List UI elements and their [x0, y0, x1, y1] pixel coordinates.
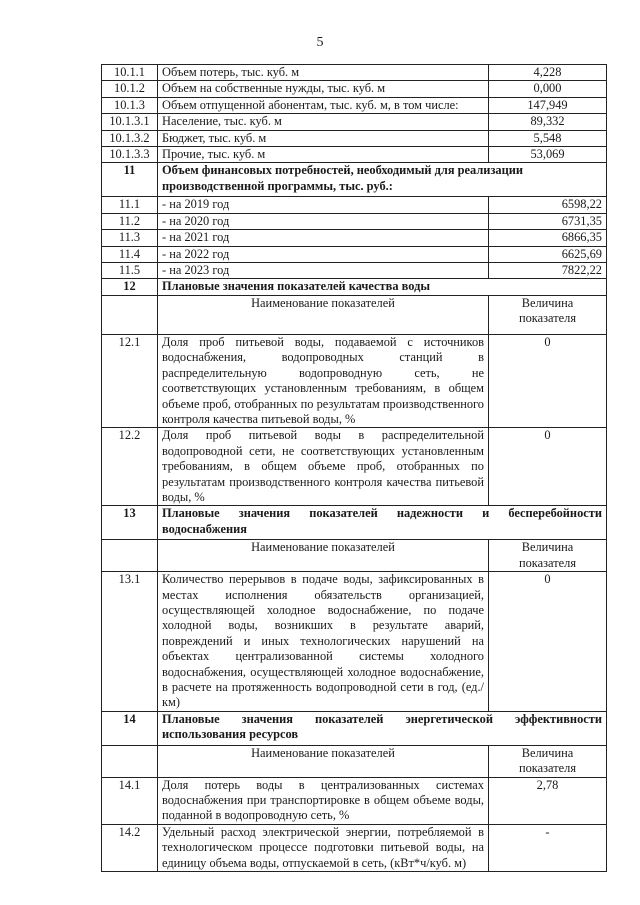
- table-row: [102, 246, 607, 262]
- row-value: 147,949: [489, 97, 607, 113]
- row-number: 10.1.3: [102, 97, 158, 113]
- section-title: Объем финансовых потребностей, необходимый для реализации производственной программы, тыс. руб.:: [158, 163, 607, 197]
- row-label: Количество перерывов в подаче воды, зафиксированных в местах исполнения обязательств организацией, осуществляющей холодное водоснабжение, по подаче холодной воды, возникших в результате аварий, повреждений и иных технологических нарушений на объектах централизованной системы холодного водоснабжения, осуществляющей холодное водоснабжение, в расчете на протяженность водопроводной сети в год, (ед./км): [158, 572, 489, 712]
- table-row: [102, 114, 607, 130]
- row-label: - на 2021 год: [158, 230, 489, 246]
- table-row: [102, 213, 607, 229]
- row-number: 11.1: [102, 197, 158, 213]
- row-number: 12.1: [102, 334, 158, 427]
- row-value: 0: [489, 572, 607, 712]
- row-number: 10.1.1: [102, 65, 158, 81]
- row-number: 14.2: [102, 824, 158, 871]
- section-number: 11: [102, 163, 158, 197]
- section-number: 14: [102, 711, 158, 745]
- row-value: -: [489, 824, 607, 871]
- column-header-row: [102, 745, 607, 777]
- table-row: [102, 81, 607, 97]
- row-label: - на 2022 год: [158, 246, 489, 262]
- section-title: Плановые значения показателей качества воды: [158, 279, 607, 295]
- column-header-name: Наименование показателей: [158, 540, 489, 572]
- column-header-value: Величина показателя: [489, 540, 607, 572]
- row-number: 11.5: [102, 263, 158, 279]
- row-number: 10.1.3.2: [102, 130, 158, 146]
- column-header-row: [102, 540, 607, 572]
- row-value: 0,000: [489, 81, 607, 97]
- column-header-name: Наименование показателей: [158, 295, 489, 334]
- row-value: 2,78: [489, 777, 607, 824]
- row-label: - на 2019 год: [158, 197, 489, 213]
- row-number: 10.1.3.3: [102, 147, 158, 163]
- indicators-table: [101, 64, 607, 872]
- row-label: Доля потерь воды в централизованных системах водоснабжения при транспортировке в общем объеме воды, поданной в водопроводную сеть, %: [158, 777, 489, 824]
- row-value: 0: [489, 334, 607, 427]
- column-header-row: [102, 295, 607, 334]
- section-title: Плановые значения показателей энергетической эффективности использования ресурсов: [158, 711, 607, 745]
- table-row: [102, 97, 607, 113]
- row-label: Доля проб питьевой воды, подаваемой с источников водоснабжения, водопроводных станций в распределительную водопроводную сеть, не соответствующих установленным требованиям, в общем объеме проб, отобранных по результатам производственного контроля качества питьевой воды, %: [158, 334, 489, 427]
- row-number: 12.2: [102, 428, 158, 506]
- row-value: 7822,22: [489, 263, 607, 279]
- section-title: Плановые значения показателей надежности и бесперебойности водоснабжения: [158, 506, 607, 540]
- table-row: [102, 334, 607, 427]
- section-header-row: [102, 279, 607, 295]
- row-label: Объем потерь, тыс. куб. м: [158, 65, 489, 81]
- table-row: [102, 197, 607, 213]
- row-label: Прочие, тыс. куб. м: [158, 147, 489, 163]
- table-row: [102, 230, 607, 246]
- row-label: - на 2023 год: [158, 263, 489, 279]
- row-label: - на 2020 год: [158, 213, 489, 229]
- row-number: 11.2: [102, 213, 158, 229]
- row-label: Объем отпущенной абонентам, тыс. куб. м, в том числе:: [158, 97, 489, 113]
- table-row: [102, 824, 607, 871]
- column-header-value: Величина показателя: [489, 745, 607, 777]
- table-row: [102, 428, 607, 506]
- table-row: [102, 130, 607, 146]
- row-label: Удельный расход электрической энергии, потребляемой в технологическом процессе подготовки питьевой воды, на единицу объема воды, отпускаемой в сеть, (кВт*ч/куб. м): [158, 824, 489, 871]
- section-header-row: [102, 711, 607, 745]
- row-label: Бюджет, тыс. куб. м: [158, 130, 489, 146]
- table-row: [102, 65, 607, 81]
- row-value: 6625,69: [489, 246, 607, 262]
- column-header-name: Наименование показателей: [158, 745, 489, 777]
- row-value: 4,228: [489, 65, 607, 81]
- row-label: Население, тыс. куб. м: [158, 114, 489, 130]
- row-value: 5,548: [489, 130, 607, 146]
- row-value: 6866,35: [489, 230, 607, 246]
- table-row: [102, 263, 607, 279]
- row-number: 11.3: [102, 230, 158, 246]
- table-row: [102, 777, 607, 824]
- row-number: 10.1.2: [102, 81, 158, 97]
- table-row: [102, 572, 607, 712]
- table-row: [102, 147, 607, 163]
- section-header-row: [102, 163, 607, 197]
- row-number: 11.4: [102, 246, 158, 262]
- section-header-row: [102, 506, 607, 540]
- row-value: 89,332: [489, 114, 607, 130]
- section-number: 13: [102, 506, 158, 540]
- row-value: 6598,22: [489, 197, 607, 213]
- row-number: 10.1.3.1: [102, 114, 158, 130]
- page-number: 5: [316, 35, 324, 50]
- row-label: Доля проб питьевой воды в распределительной водопроводной сети, не соответствующих установленным требованиям, в общем объеме проб, отобранных по результатам производственного контроля качества питьевой воды, %: [158, 428, 489, 506]
- row-number: 14.1: [102, 777, 158, 824]
- row-label: Объем на собственные нужды, тыс. куб. м: [158, 81, 489, 97]
- row-value: 6731,35: [489, 213, 607, 229]
- row-number: 13.1: [102, 572, 158, 712]
- row-value: 0: [489, 428, 607, 506]
- column-header-value: Величина показателя: [489, 295, 607, 334]
- row-value: 53,069: [489, 147, 607, 163]
- section-number: 12: [102, 279, 158, 295]
